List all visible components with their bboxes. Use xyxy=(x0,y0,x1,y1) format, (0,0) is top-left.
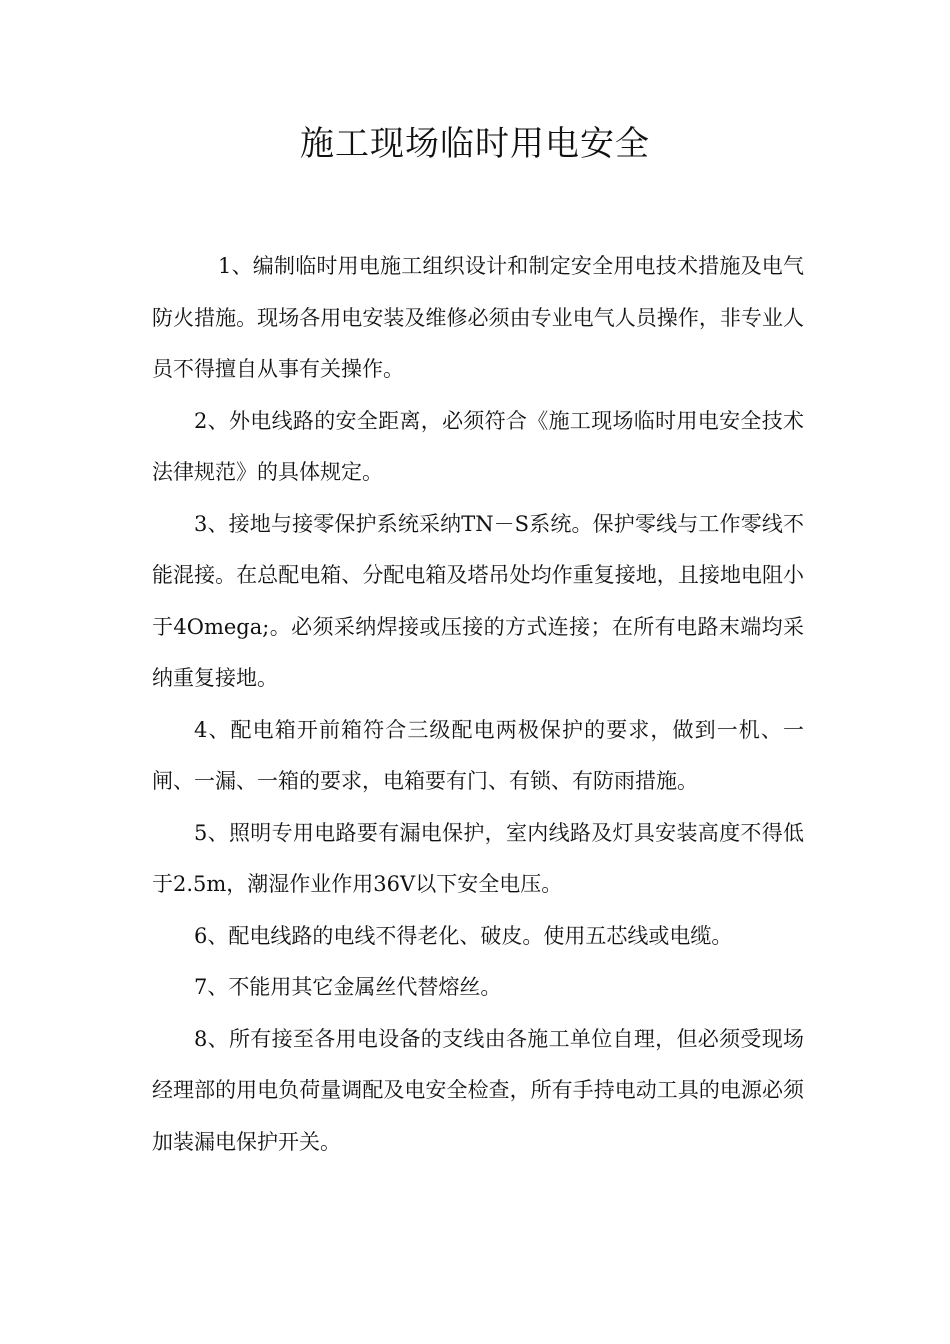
document-body xyxy=(152,241,804,1168)
paragraph-4: 4、配电箱开前箱符合三级配电两极保护的要求，做到一机、一闸、一漏、一箱的要求，电箱要有门、有锁、有防雨措施。 xyxy=(152,717,804,793)
paragraph-8: 8、所有接至各用电设备的支线由各施工单位自理，但必须受现场经理部的用电负荷量调配及电安全检查，所有手持电动工具的电源必须加装漏电保护开关。 xyxy=(152,1026,804,1154)
paragraph-6: 6、配电线路的电线不得老化、破皮。使用五芯线或电缆。 xyxy=(194,923,733,948)
paragraph-3: 3、接地与接零保护系统采纳TN－S系统。保护零线与工作零线不能混接。在总配电箱、分配电箱及塔吊处均作重复接地，且接地电阻小于4Omega;。必须采纳焊接或压接的方式连接；在所有电路末端均采纳重复接地。 xyxy=(152,511,804,690)
paragraph-5: 5、照明专用电路要有漏电保护，室内线路及灯具安装高度不得低于2.5m，潮湿作业作用36V以下安全电压。 xyxy=(152,820,804,896)
paragraph-2: 2、外电线路的安全距离，必须符合《施工现场临时用电安全技术法律规范》的具体规定。 xyxy=(152,408,804,484)
paragraph-1: 1、编制临时用电施工组织设计和制定安全用电技术措施及电气防火措施。现场各用电安装及维修必须由专业电气人员操作，非专业人员不得擅自从事有关操作。 xyxy=(152,254,804,381)
paragraph-7: 7、不能用其它金属丝代替熔丝。 xyxy=(194,975,502,999)
page-title: 施工现场临时用电安全 xyxy=(300,124,650,164)
